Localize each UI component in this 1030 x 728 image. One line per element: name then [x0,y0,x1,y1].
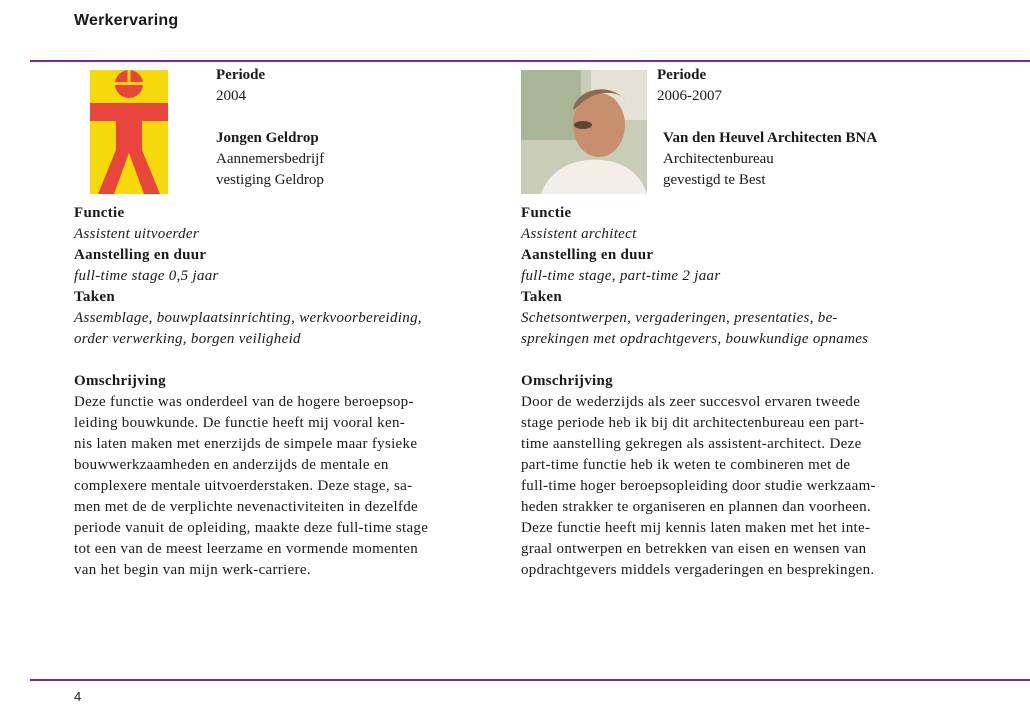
omschrijving-label: Omschrijving [74,373,166,389]
omschrijving-line: stage periode heb ik bij dit architectenbureau een part- [521,415,865,431]
logo-helmet-split [128,70,131,84]
details-left [74,203,428,581]
company-block-right [663,128,877,191]
aanstelling-value: full-time stage, part-time 2 jaar [521,268,721,284]
company-location: vestiging Geldrop [216,172,324,188]
functie-value: Assistent uitvoerder [74,226,200,242]
taken-line: sprekingen met opdrachtgevers, bouwkundige opnames [521,331,869,347]
functie-label: Functie [521,205,572,221]
omschrijving-line: van het begin van mijn werk-carriere. [74,562,311,578]
company-name: Jongen Geldrop [216,130,319,146]
omschrijving-line: bouwwerkzaamheden en anderzijds de mentale en [74,457,389,473]
periode-value: 2006-2007 [657,88,722,104]
section-title: Werkervaring [74,12,179,29]
company-logo-icon [90,70,168,194]
omschrijving-label: Omschrijving [521,373,613,389]
company-type: Architectenbureau [663,151,774,167]
omschrijving-line: nis laten maken met enerzijds de simpele maar fysieke [74,436,418,452]
periode-value: 2004 [216,88,246,104]
portrait-illustration [521,70,647,194]
omschrijving-line: complexere mentale uitvoerderstaken. Deze stage, sa- [74,478,413,494]
omschrijving-line: periode vanuit de opleiding, maakte deze full-time stage [74,520,429,536]
aanstelling-label: Aanstelling en duur [74,247,207,263]
functie-label: Functie [74,205,125,221]
taken-line: order verwerking, borgen veiligheid [74,331,301,347]
omschrijving-line: tot een van de meest leerzame en vormende momenten [74,541,419,557]
omschrijving-line: opdrachtgevers middels vergaderingen en besprekingen. [521,562,875,578]
portrait-photo [521,70,647,194]
details-right [521,203,876,581]
omschrijving-line: Door de wederzijds als zeer succesvol ervaren tweede [521,394,861,410]
taken-label: Taken [521,289,562,305]
bottom-divider [30,679,1030,681]
logo-torso [116,103,142,153]
periode-label: Periode [657,67,707,83]
functie-value: Assistent architect [521,226,637,242]
page-number: 4 [74,689,82,704]
company-type: Aannemersbedrijf [216,151,325,167]
aanstelling-label: Aanstelling en duur [521,247,654,263]
omschrijving-line: graal ontwerpen en betrekken van eisen en wensen van [521,541,867,557]
period-block-left [216,65,265,107]
top-divider [30,60,1030,62]
taken-label: Taken [74,289,115,305]
omschrijving-line: part-time functie heb ik weten te combineren met de [521,457,851,473]
omschrijving-line: Deze functie was onderdeel van de hogere beroepsop- [74,394,414,410]
omschrijving-line: Deze functie heeft mij kennis laten maken met het inte- [521,520,871,536]
omschrijving-line: men met de de verplichte nevenactiviteiten in dezelfde [74,499,418,515]
periode-label: Periode [216,67,266,83]
omschrijving-line: time aanstelling gekregen als assistent-architect. Deze [521,436,862,452]
omschrijving-line: leiding bouwkunde. De functie heeft mij vooral ken- [74,415,406,431]
omschrijving-line: full-time hoger beroepsopleiding door studie werkzaam- [521,478,876,494]
taken-line: Schetsontwerpen, vergaderingen, presentaties, be- [521,310,838,326]
company-location: gevestigd te Best [663,172,766,188]
company-name: Van den Heuvel Architecten BNA [663,130,878,146]
taken-line: Assemblage, bouwplaatsinrichting, werkvoorbereiding, [74,310,422,326]
omschrijving-line: heden strakker te organiseren en plannen dan voorheen. [521,499,871,515]
company-block-left [216,128,324,191]
period-block-right [657,65,722,107]
aanstelling-value: full-time stage 0,5 jaar [74,268,219,284]
